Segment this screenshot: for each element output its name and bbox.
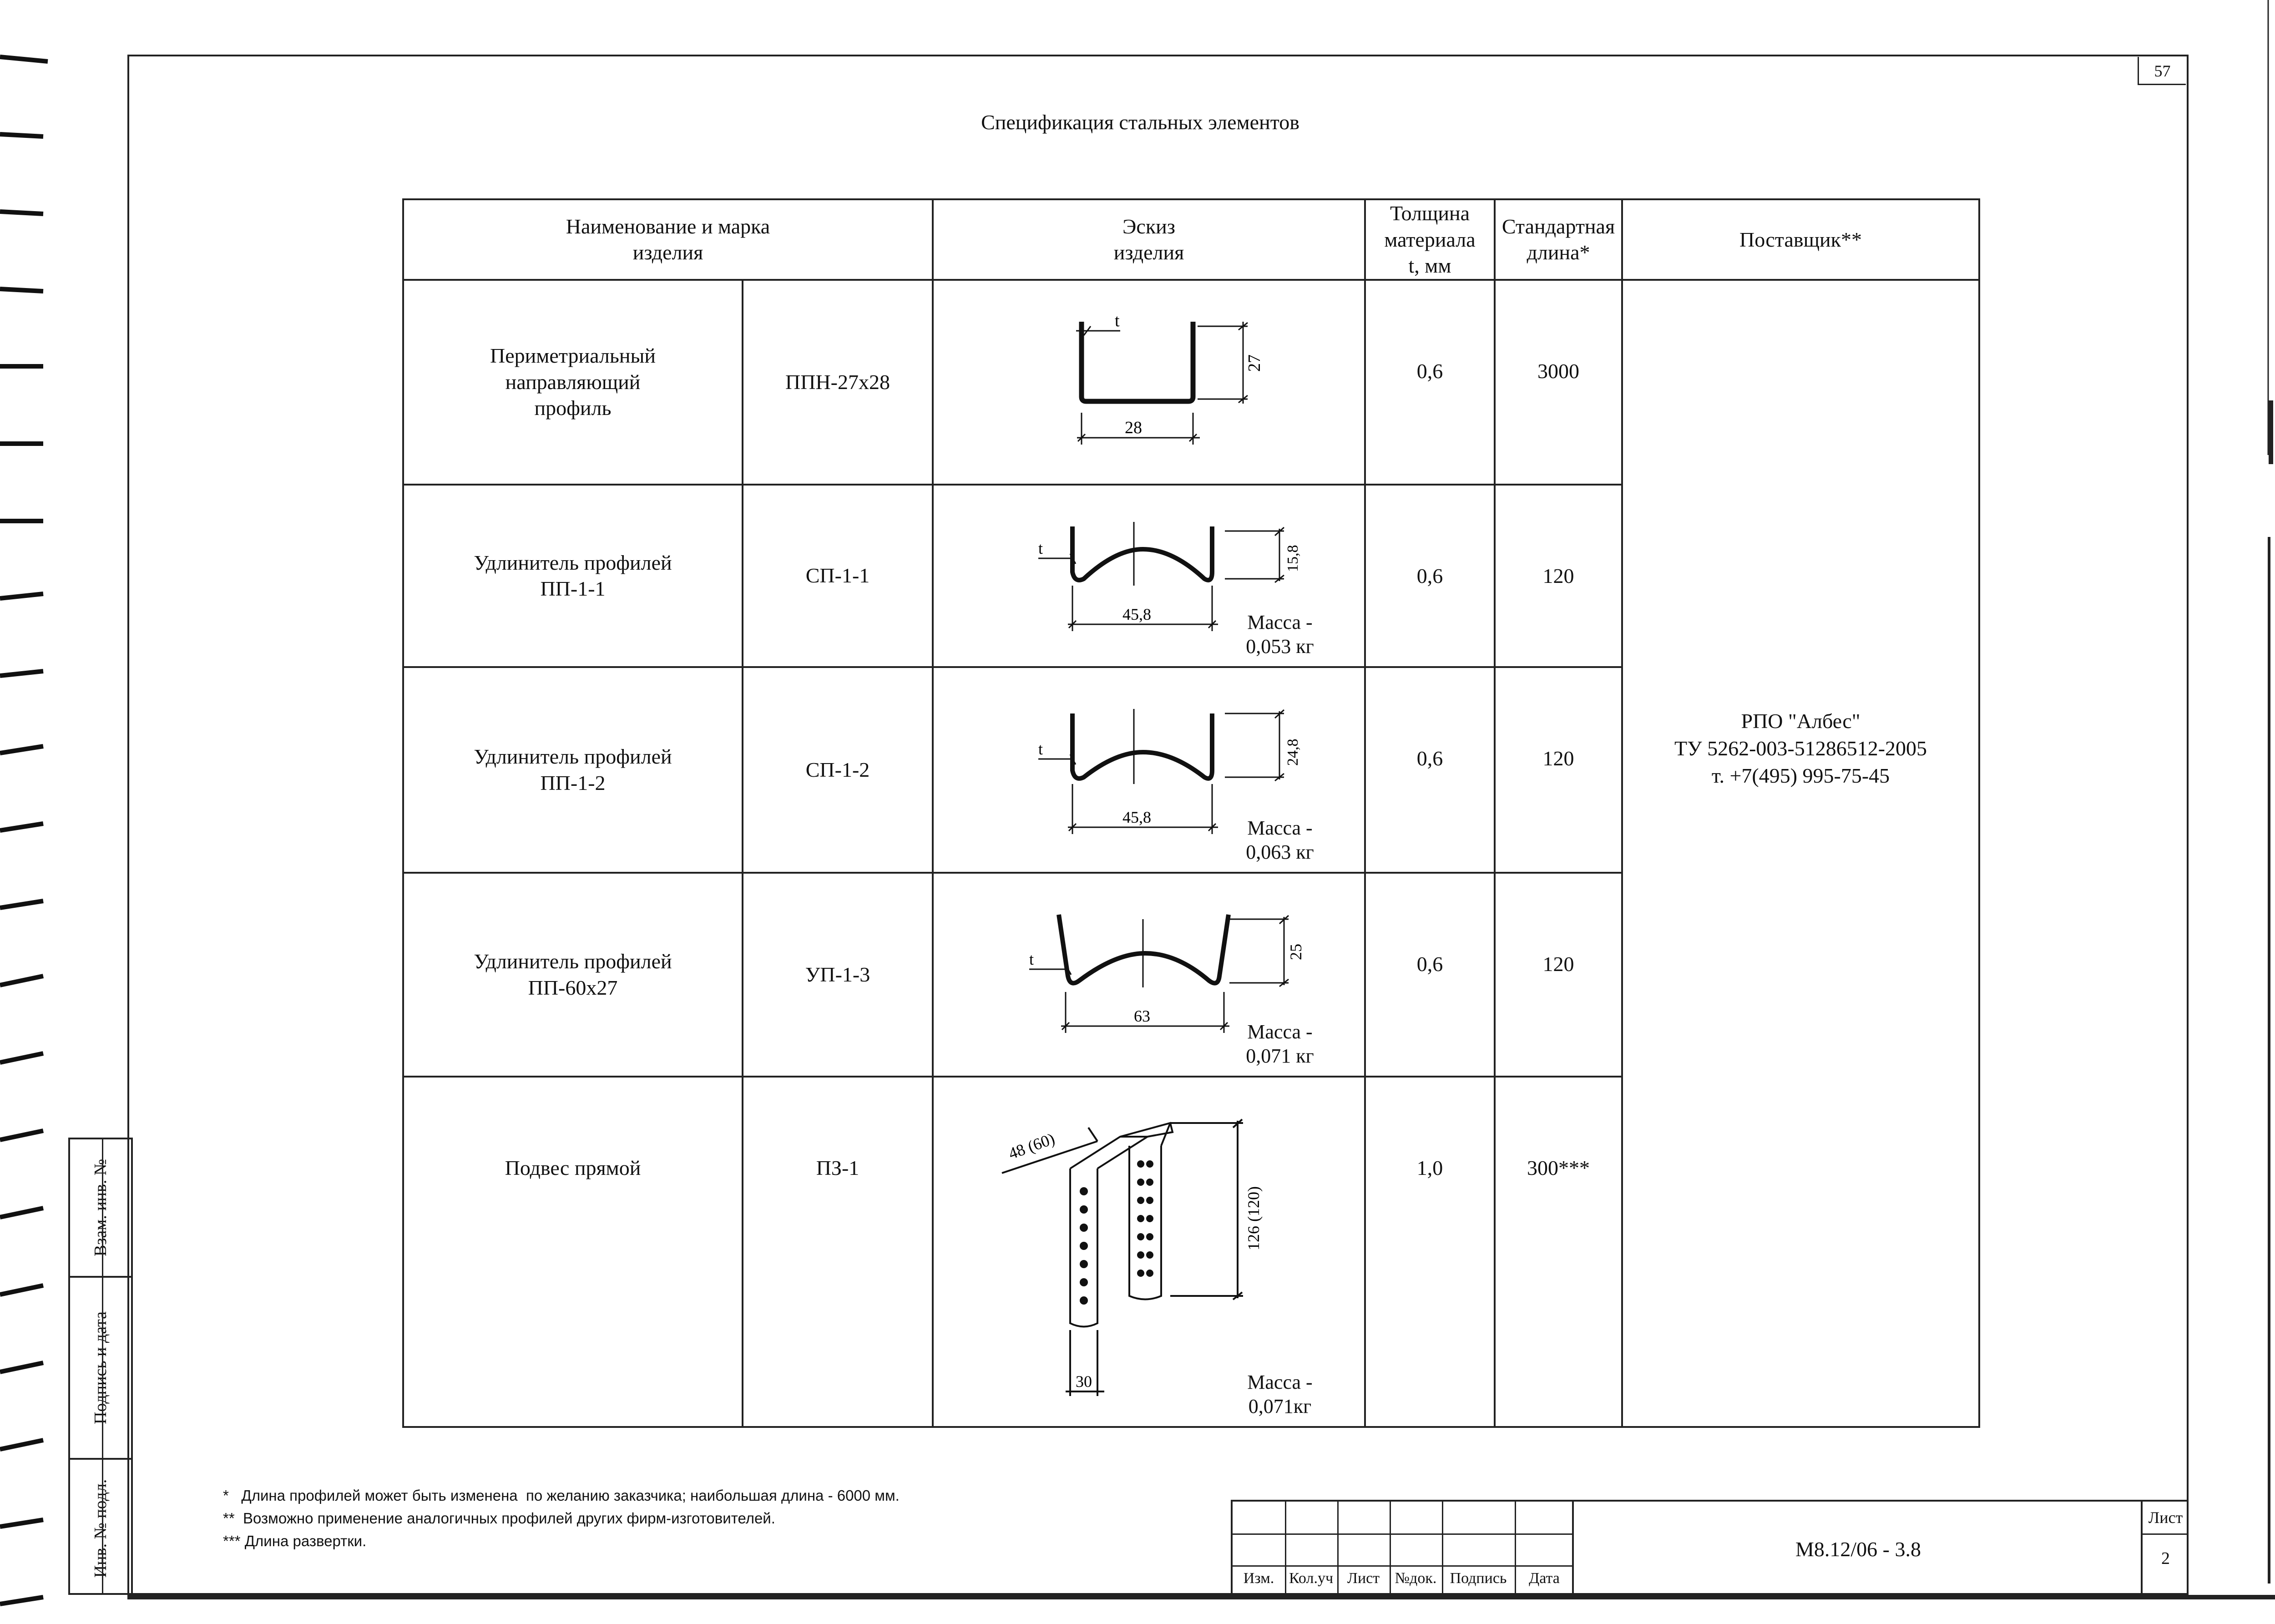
col-data: Дата (1529, 1570, 1560, 1587)
row-sketch (933, 280, 1365, 485)
dim-width-bottom: 30 (1076, 1372, 1092, 1391)
supplier-cell (1622, 280, 1979, 1427)
header-length: Стандартная длина* (1495, 199, 1622, 280)
row-sketch (933, 667, 1365, 873)
header-sketch: Эскиз изделия (933, 199, 1365, 280)
row-name: Подвес прямой (403, 1077, 743, 1427)
footnote-3: *** Длина развертки. (223, 1533, 367, 1549)
row-thickness: 1,0 (1365, 1077, 1495, 1427)
row-thickness: 0,6 (1365, 485, 1495, 667)
side-stamp (68, 1138, 133, 1595)
row-length: 120 (1495, 485, 1622, 667)
mass-label: Масса - 0,071кг (1247, 1371, 1313, 1417)
row-name: Удлинитель профилей ПП-1-2 (403, 667, 743, 873)
col-ndok: №док. (1395, 1570, 1437, 1587)
row-mark: ППН-27х28 (743, 280, 933, 485)
side-cell-inv-orig: Инв. № подл. (70, 1458, 131, 1597)
row-name: Периметриальный направляющий профиль (403, 280, 743, 485)
dim-height: 126 (120) (1244, 1186, 1263, 1250)
dim-height: 24,8 (1284, 739, 1301, 766)
scan-edge-marks (2259, 0, 2275, 1624)
row-mark: УП-1-3 (743, 873, 933, 1077)
table-header-row (403, 199, 1979, 280)
title-block (1231, 1500, 2189, 1595)
dim-height: 25 (1287, 943, 1305, 960)
side-cell-inv-no: Взам. инв. № (91, 1159, 110, 1257)
row-sketch (933, 485, 1365, 667)
bottom-rule (127, 1595, 2275, 1599)
col-list: Лист (1347, 1570, 1380, 1587)
row-length: 120 (1495, 873, 1622, 1077)
dim-width: 45,8 (1122, 808, 1151, 826)
dim-t: t (1029, 950, 1034, 968)
row-mark: СП-1-1 (743, 485, 933, 667)
dim-t: t (1038, 739, 1043, 758)
col-podpis: Подпись (1450, 1570, 1507, 1587)
footnote-1: * Длина профилей может быть изменена по желанию заказчика; наибольшая длина - 6000 мм. (223, 1487, 900, 1504)
document-code: М8.12/06 - 3.8 (1795, 1538, 1921, 1561)
dim-t: t (1038, 539, 1043, 557)
revision-grid (1233, 1502, 1574, 1597)
sheet-box (2141, 1502, 2189, 1597)
supplier-name: РПО "Албес" (1741, 709, 1860, 733)
sheet-number: 2 (2161, 1549, 2170, 1568)
sheet-label: Лист (2143, 1502, 2189, 1535)
header-supplier: Поставщик** (1622, 199, 1979, 280)
dim-height: 15,8 (1284, 545, 1301, 572)
mass-label: Масса - 0,063 кг (1246, 816, 1314, 863)
col-kol: Кол.уч (1289, 1570, 1334, 1587)
row-mark: ПЗ-1 (743, 1077, 933, 1427)
row-length: 120 (1495, 667, 1622, 873)
dim-width-top: 48 (60) (1006, 1129, 1057, 1163)
row-name: Удлинитель профилей ПП-1-1 (403, 485, 743, 667)
row-name: Удлинитель профилей ПП-60х27 (403, 873, 743, 1077)
mass-label: Масса - 0,071 кг (1246, 1020, 1314, 1067)
row-length: 3000 (1495, 280, 1622, 485)
dim-width: 45,8 (1122, 605, 1151, 623)
binding-marks (0, 46, 64, 1624)
supplier-phone: т. +7(495) 995-75-45 (1711, 764, 1890, 787)
side-cell-sign-date: Подпись и дата (70, 1276, 131, 1458)
dim-height: 27 (1245, 354, 1264, 372)
row-thickness: 0,6 (1365, 667, 1495, 873)
supplier-tu: ТУ 5262-003-51286512-2005 (1674, 736, 1927, 760)
profile-sketch-ppn (934, 281, 1362, 484)
col-izm: Изм. (1243, 1570, 1274, 1587)
specification-table (402, 198, 1980, 1428)
page-number: 57 (2138, 57, 2186, 85)
dim-t: t (1115, 311, 1120, 330)
table-row (403, 280, 1979, 485)
dim-width: 28 (1125, 418, 1142, 437)
row-sketch (933, 1077, 1365, 1427)
row-sketch (933, 873, 1365, 1077)
row-mark: СП-1-2 (743, 667, 933, 873)
footnotes (223, 1484, 900, 1553)
row-thickness: 0,6 (1365, 873, 1495, 1077)
footnote-2: ** Возможно применение аналогичных профилей других фирм-изготовителей. (223, 1510, 775, 1527)
header-thickness: Толщина материала t, мм (1365, 199, 1495, 280)
document-title: Спецификация стальных элементов (981, 111, 1299, 134)
mass-label: Масса - 0,053 кг (1246, 611, 1314, 658)
row-length: 300*** (1495, 1077, 1622, 1427)
dim-width: 63 (1134, 1007, 1150, 1025)
row-thickness: 0,6 (1365, 280, 1495, 485)
header-name: Наименование и марка изделия (403, 199, 933, 280)
